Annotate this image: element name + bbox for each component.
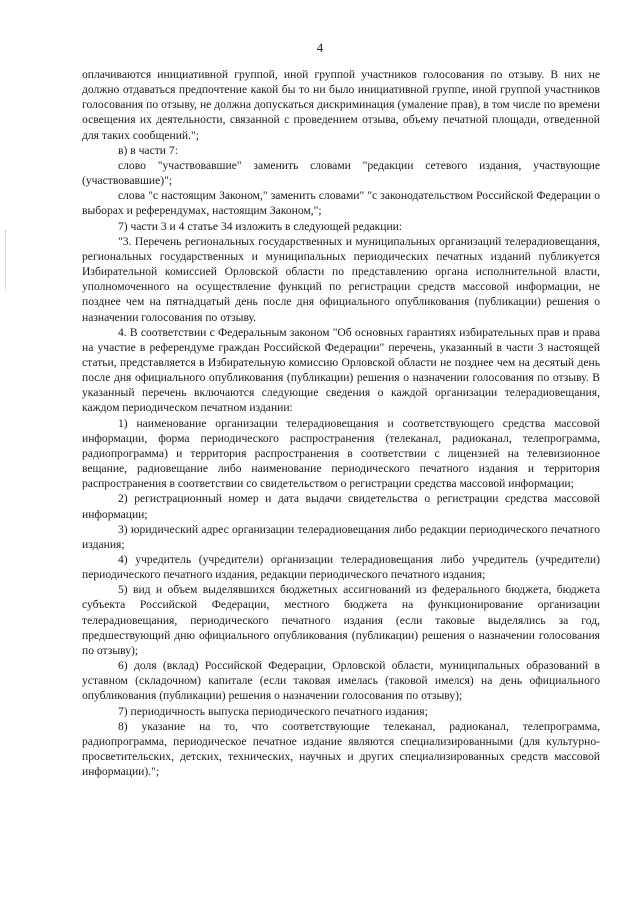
paragraph: 7) периодичность выпуска периодического печатного издания;	[118, 704, 428, 718]
paragraph: 1) наименование организации телерадиовещания и соответствующего средства массовой информации, форма периодического распространения (телеканал, радиоканал, телепрограмма, радиопрограмма) и территория распространения в соответствии с лицензией на телевизионное вещание, радиовещание либо наименование периодического печатного издания и территория распространения в соответствии со свидетельством о регистрации средства массовой информации;	[82, 416, 600, 491]
paragraph: 6) доля (вклад) Российской Федерации, Орловской области, муниципальных образований в уставном (складочном) капитале (если таковая имелась (таковой имелся) на день официального опубликования (публикации) решения о назначении голосования по отзыву);	[82, 659, 600, 703]
paragraph: 7) части 3 и 4 статье 34 изложить в следующей редакции:	[118, 219, 403, 233]
paragraph: оплачиваются инициативной группой, иной группой участников голосования по отзыву. В них не должно отдаваться предпочтение какой бы то ни было инициативной группе, иной группой участников голосования по отзыву, не должна допускаться дискриминация (умаление прав), в том числе по времени освещения их деятельности, связанной с проведением отзыва, объему печатной площади, отведенной для таких сообщений.";	[82, 68, 600, 142]
paragraph: слово "участвовавшие" заменить словами "редакции сетевого издания, участвующие (участвовавшие)";	[82, 158, 600, 188]
paragraph: 5) вид и объем выделявшихся бюджетных ассигнований из федерального бюджета, бюджета субъекта Российской Федерации, местного бюджета на функционирование организации телерадиовещания, периодического печатного издания (если таковые выделялись за год, предшествующий дню официального опубликования (публикации) решения о назначении голосования по отзыву);	[82, 583, 600, 657]
paragraph: 4) учредитель (учредители) организации телерадиовещания либо учредитель (учредители) периодического печатного издания, редакции периодического печатного издания;	[82, 553, 600, 582]
paragraph: в) в части 7:	[118, 143, 178, 157]
paragraph: 2) регистрационный номер и дата выдачи свидетельства о регистрации средства массовой информации;	[82, 492, 600, 521]
page-number: 4	[316, 40, 324, 55]
document-body	[82, 67, 600, 779]
paragraph: 4. В соответствии с Федеральным законом "Об основных гарантиях избирательных прав и права на участие в референдуме граждан Российской Федерации" перечень, указанный в части 3 настоящей статьи, представляется в Избирательную комиссию Орловской области не позднее чем на десятый день после дня официального опубликования (публикации) решения о назначении голосования по отзыву. В указанный перечень включаются следующие сведения о каждой организации телерадиовещания, каждом периодическом печатном издании:	[82, 325, 600, 415]
margin-mark	[5, 230, 7, 290]
paragraph: слова "с настоящим Законом," заменить словами" "с законодательством Российской Федерации о выборах и референдумах, настоящим Законом,";	[82, 189, 600, 218]
paragraph: "3. Перечень региональных государственных и муниципальных организаций телерадиовещания, региональных государственных и муниципальных периодических печатных изданий публикуется Избирательной комиссией Орловской области по представлению органа исполнительной власти, уполномоченного на осуществление функций по регистрации средств массовой информации, не позднее чем на пятнадцатый день после дня официального опубликования (публикации) решения о назначении голосования по отзыву.	[82, 234, 600, 324]
paragraph: 3) юридический адрес организации телерадиовещания либо редакции периодического печатного издания;	[82, 522, 600, 551]
paragraph: 8) указание на то, что соответствующие телеканал, радиоканал, телепрограмма, радиопрограмма, периодическое печатное издание являются специализированными (для культурно-просветительских, детских, технических, научных и других специализированных средств массовой информации).";	[82, 719, 600, 779]
